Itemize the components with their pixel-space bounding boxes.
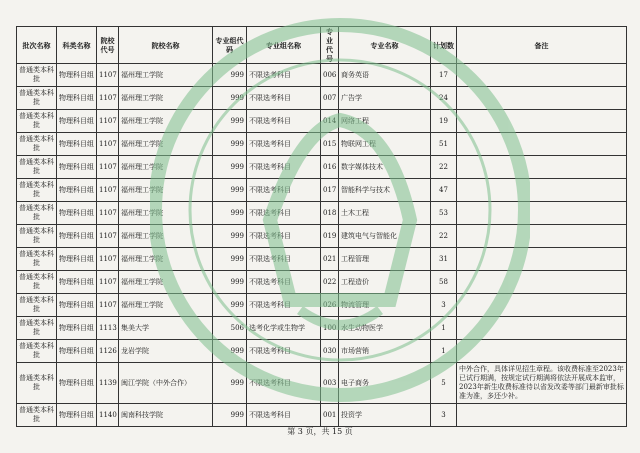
- cell-school-name: 福州理工学院: [119, 271, 213, 294]
- table-row: [17, 87, 627, 110]
- cell-major-name: 网络工程: [339, 110, 431, 133]
- cell-batch: 普通类本科批: [17, 317, 57, 340]
- cell-subject-type: 物理科目组: [57, 225, 97, 248]
- cell-school-name: 福州理工学院: [119, 202, 213, 225]
- cell-subject-type: 物理科目组: [57, 110, 97, 133]
- cell-plan-count: 3: [431, 404, 457, 427]
- cell-remark: [457, 87, 627, 110]
- cell-major-name: 物流管理: [339, 294, 431, 317]
- cell-plan-count: 3: [431, 294, 457, 317]
- cell-subject-type: 物理科目组: [57, 340, 97, 363]
- cell-school-name: 福州理工学院: [119, 225, 213, 248]
- cell-group-code: 999: [213, 110, 247, 133]
- cell-school-code: 1126: [97, 340, 119, 363]
- cell-plan-count: 1: [431, 317, 457, 340]
- header-major-name: 专业名称: [339, 27, 431, 64]
- cell-batch: 普通类本科批: [17, 179, 57, 202]
- cell-batch: 普通类本科批: [17, 133, 57, 156]
- cell-group-code: 999: [213, 294, 247, 317]
- header-plan-count: 计划数: [431, 27, 457, 64]
- table-row: [17, 133, 627, 156]
- cell-batch: 普通类本科批: [17, 202, 57, 225]
- cell-remark: [457, 294, 627, 317]
- cell-group-name: 不限选考科目: [247, 156, 321, 179]
- cell-school-code: 1107: [97, 133, 119, 156]
- header-major-code: 专业代号: [321, 27, 339, 64]
- cell-school-code: 1107: [97, 271, 119, 294]
- header-batch: 批次名称: [17, 27, 57, 64]
- cell-school-code: 1107: [97, 294, 119, 317]
- cell-school-name: 龙岩学院: [119, 340, 213, 363]
- cell-major-code: 016: [321, 156, 339, 179]
- cell-plan-count: 51: [431, 133, 457, 156]
- table-body: [17, 64, 627, 427]
- cell-group-name: 不限选考科目: [247, 363, 321, 404]
- cell-major-code: 018: [321, 202, 339, 225]
- cell-major-code: 017: [321, 179, 339, 202]
- cell-batch: 普通类本科批: [17, 271, 57, 294]
- cell-subject-type: 物理科目组: [57, 133, 97, 156]
- cell-major-code: 014: [321, 110, 339, 133]
- table-row: [17, 110, 627, 133]
- table-row: [17, 64, 627, 87]
- cell-batch: 普通类本科批: [17, 248, 57, 271]
- cell-school-code: 1107: [97, 156, 119, 179]
- cell-group-name: 不限选考科目: [247, 225, 321, 248]
- cell-subject-type: 物理科目组: [57, 271, 97, 294]
- cell-major-name: 建筑电气与智能化: [339, 225, 431, 248]
- cell-major-name: 物联网工程: [339, 133, 431, 156]
- cell-major-code: 007: [321, 87, 339, 110]
- table-row: [17, 340, 627, 363]
- header-school-code: 院校代号: [97, 27, 119, 64]
- cell-school-name: 福州理工学院: [119, 248, 213, 271]
- header-subject-type: 科类名称: [57, 27, 97, 64]
- cell-school-name: 闽江学院（中外合作）: [119, 363, 213, 404]
- table-row: [17, 179, 627, 202]
- cell-major-name: 电子商务: [339, 363, 431, 404]
- cell-group-code: 999: [213, 87, 247, 110]
- table-row: [17, 404, 627, 427]
- cell-school-code: 1107: [97, 110, 119, 133]
- cell-plan-count: 1: [431, 340, 457, 363]
- cell-school-name: 福州理工学院: [119, 156, 213, 179]
- cell-school-code: 1139: [97, 363, 119, 404]
- table-row: [17, 202, 627, 225]
- cell-batch: 普通类本科批: [17, 87, 57, 110]
- cell-school-name: 闽南科技学院: [119, 404, 213, 427]
- page-footer: 第 3 页，共 15 页: [287, 427, 353, 436]
- cell-major-name: 土木工程: [339, 202, 431, 225]
- cell-batch: 普通类本科批: [17, 294, 57, 317]
- cell-batch: 普通类本科批: [17, 225, 57, 248]
- cell-group-name: 不限选考科目: [247, 340, 321, 363]
- cell-group-name: 不限选考科目: [247, 202, 321, 225]
- cell-plan-count: 53: [431, 202, 457, 225]
- cell-major-code: 026: [321, 294, 339, 317]
- cell-plan-count: 58: [431, 271, 457, 294]
- cell-subject-type: 物理科目组: [57, 363, 97, 404]
- cell-plan-count: 19: [431, 110, 457, 133]
- cell-school-name: 福州理工学院: [119, 110, 213, 133]
- cell-subject-type: 物理科目组: [57, 404, 97, 427]
- cell-school-code: 1107: [97, 87, 119, 110]
- table-row: [17, 248, 627, 271]
- header-group-code: 专业组代码: [213, 27, 247, 64]
- cell-group-name: 不限选考科目: [247, 133, 321, 156]
- table-row: [17, 294, 627, 317]
- table-header-row: [17, 27, 627, 64]
- cell-major-code: 021: [321, 248, 339, 271]
- cell-subject-type: 物理科目组: [57, 156, 97, 179]
- cell-group-name: 不限选考科目: [247, 64, 321, 87]
- cell-major-name: 数字媒体技术: [339, 156, 431, 179]
- cell-major-name: 市场营销: [339, 340, 431, 363]
- cell-batch: 普通类本科批: [17, 64, 57, 87]
- cell-school-code: 1107: [97, 248, 119, 271]
- cell-plan-count: 22: [431, 156, 457, 179]
- cell-major-name: 智能科学与技术: [339, 179, 431, 202]
- cell-school-name: 集美大学: [119, 317, 213, 340]
- cell-school-code: 1107: [97, 202, 119, 225]
- cell-remark: [457, 179, 627, 202]
- cell-plan-count: 24: [431, 87, 457, 110]
- cell-major-code: 022: [321, 271, 339, 294]
- cell-school-code: 1107: [97, 179, 119, 202]
- cell-major-code: 030: [321, 340, 339, 363]
- cell-group-code: 506: [213, 317, 247, 340]
- cell-major-code: 100: [321, 317, 339, 340]
- cell-remark: [457, 271, 627, 294]
- cell-group-code: 999: [213, 404, 247, 427]
- cell-plan-count: 31: [431, 248, 457, 271]
- cell-group-code: 999: [213, 225, 247, 248]
- cell-plan-count: 17: [431, 64, 457, 87]
- cell-group-name: 不限选考科目: [247, 179, 321, 202]
- table-row: [17, 225, 627, 248]
- cell-group-name: 不限选考科目: [247, 87, 321, 110]
- cell-group-code: 999: [213, 271, 247, 294]
- cell-subject-type: 物理科目组: [57, 64, 97, 87]
- cell-major-name: 广告学: [339, 87, 431, 110]
- table-row: [17, 363, 627, 404]
- cell-subject-type: 物理科目组: [57, 248, 97, 271]
- cell-major-code: 015: [321, 133, 339, 156]
- cell-batch: 普通类本科批: [17, 110, 57, 133]
- cell-group-name: 不限选考科目: [247, 271, 321, 294]
- cell-group-name: 不限选考科目: [247, 248, 321, 271]
- cell-group-code: 999: [213, 133, 247, 156]
- cell-remark: [457, 133, 627, 156]
- cell-plan-count: 5: [431, 363, 457, 404]
- cell-subject-type: 物理科目组: [57, 179, 97, 202]
- cell-remark: 中外合作，具体详见招生章程。该收费标准至2023年已试行期满，按规定试行期满将依法开展成本监审，2023年新生收费标准待以省发改委等部门最新审批标准为准，多还少补。: [457, 363, 627, 404]
- cell-group-code: 999: [213, 340, 247, 363]
- cell-batch: 普通类本科批: [17, 404, 57, 427]
- cell-school-name: 福州理工学院: [119, 64, 213, 87]
- header-remark: 备注: [457, 27, 627, 64]
- cell-plan-count: 22: [431, 225, 457, 248]
- cell-group-code: 999: [213, 179, 247, 202]
- cell-school-code: 1107: [97, 225, 119, 248]
- cell-remark: [457, 225, 627, 248]
- header-school-name: 院校名称: [119, 27, 213, 64]
- cell-subject-type: 物理科目组: [57, 294, 97, 317]
- cell-remark: [457, 317, 627, 340]
- cell-group-code: 999: [213, 363, 247, 404]
- cell-remark: [457, 404, 627, 427]
- cell-subject-type: 物理科目组: [57, 202, 97, 225]
- cell-group-name: 不限选考科目: [247, 404, 321, 427]
- cell-remark: [457, 110, 627, 133]
- cell-remark: [457, 202, 627, 225]
- cell-remark: [457, 248, 627, 271]
- cell-group-code: 999: [213, 202, 247, 225]
- cell-remark: [457, 156, 627, 179]
- cell-major-name: 投资学: [339, 404, 431, 427]
- cell-major-name: 工程管理: [339, 248, 431, 271]
- cell-group-name: 不限选考科目: [247, 294, 321, 317]
- cell-group-name: 不限选考科目: [247, 110, 321, 133]
- cell-group-code: 999: [213, 64, 247, 87]
- cell-school-code: 1107: [97, 64, 119, 87]
- cell-plan-count: 47: [431, 179, 457, 202]
- cell-major-name: 商务英语: [339, 64, 431, 87]
- cell-major-name: 水生动物医学: [339, 317, 431, 340]
- cell-school-name: 福州理工学院: [119, 294, 213, 317]
- header-group-name: 专业组名称: [247, 27, 321, 64]
- cell-school-code: 1140: [97, 404, 119, 427]
- cell-batch: 普通类本科批: [17, 363, 57, 404]
- table-row: [17, 271, 627, 294]
- cell-major-code: 006: [321, 64, 339, 87]
- enrollment-plan-table: [16, 26, 627, 427]
- cell-batch: 普通类本科批: [17, 156, 57, 179]
- cell-batch: 普通类本科批: [17, 340, 57, 363]
- cell-group-code: 999: [213, 156, 247, 179]
- cell-school-name: 福州理工学院: [119, 179, 213, 202]
- cell-major-code: 001: [321, 404, 339, 427]
- table-row: [17, 156, 627, 179]
- cell-remark: [457, 64, 627, 87]
- table-row: [17, 317, 627, 340]
- cell-group-name: 选考化学或生物学: [247, 317, 321, 340]
- cell-subject-type: 物理科目组: [57, 87, 97, 110]
- cell-school-code: 1113: [97, 317, 119, 340]
- cell-remark: [457, 340, 627, 363]
- cell-school-name: 福州理工学院: [119, 133, 213, 156]
- cell-subject-type: 物理科目组: [57, 317, 97, 340]
- cell-major-code: 003: [321, 363, 339, 404]
- cell-group-code: 999: [213, 248, 247, 271]
- cell-major-code: 019: [321, 225, 339, 248]
- cell-major-name: 工程造价: [339, 271, 431, 294]
- cell-school-name: 福州理工学院: [119, 87, 213, 110]
